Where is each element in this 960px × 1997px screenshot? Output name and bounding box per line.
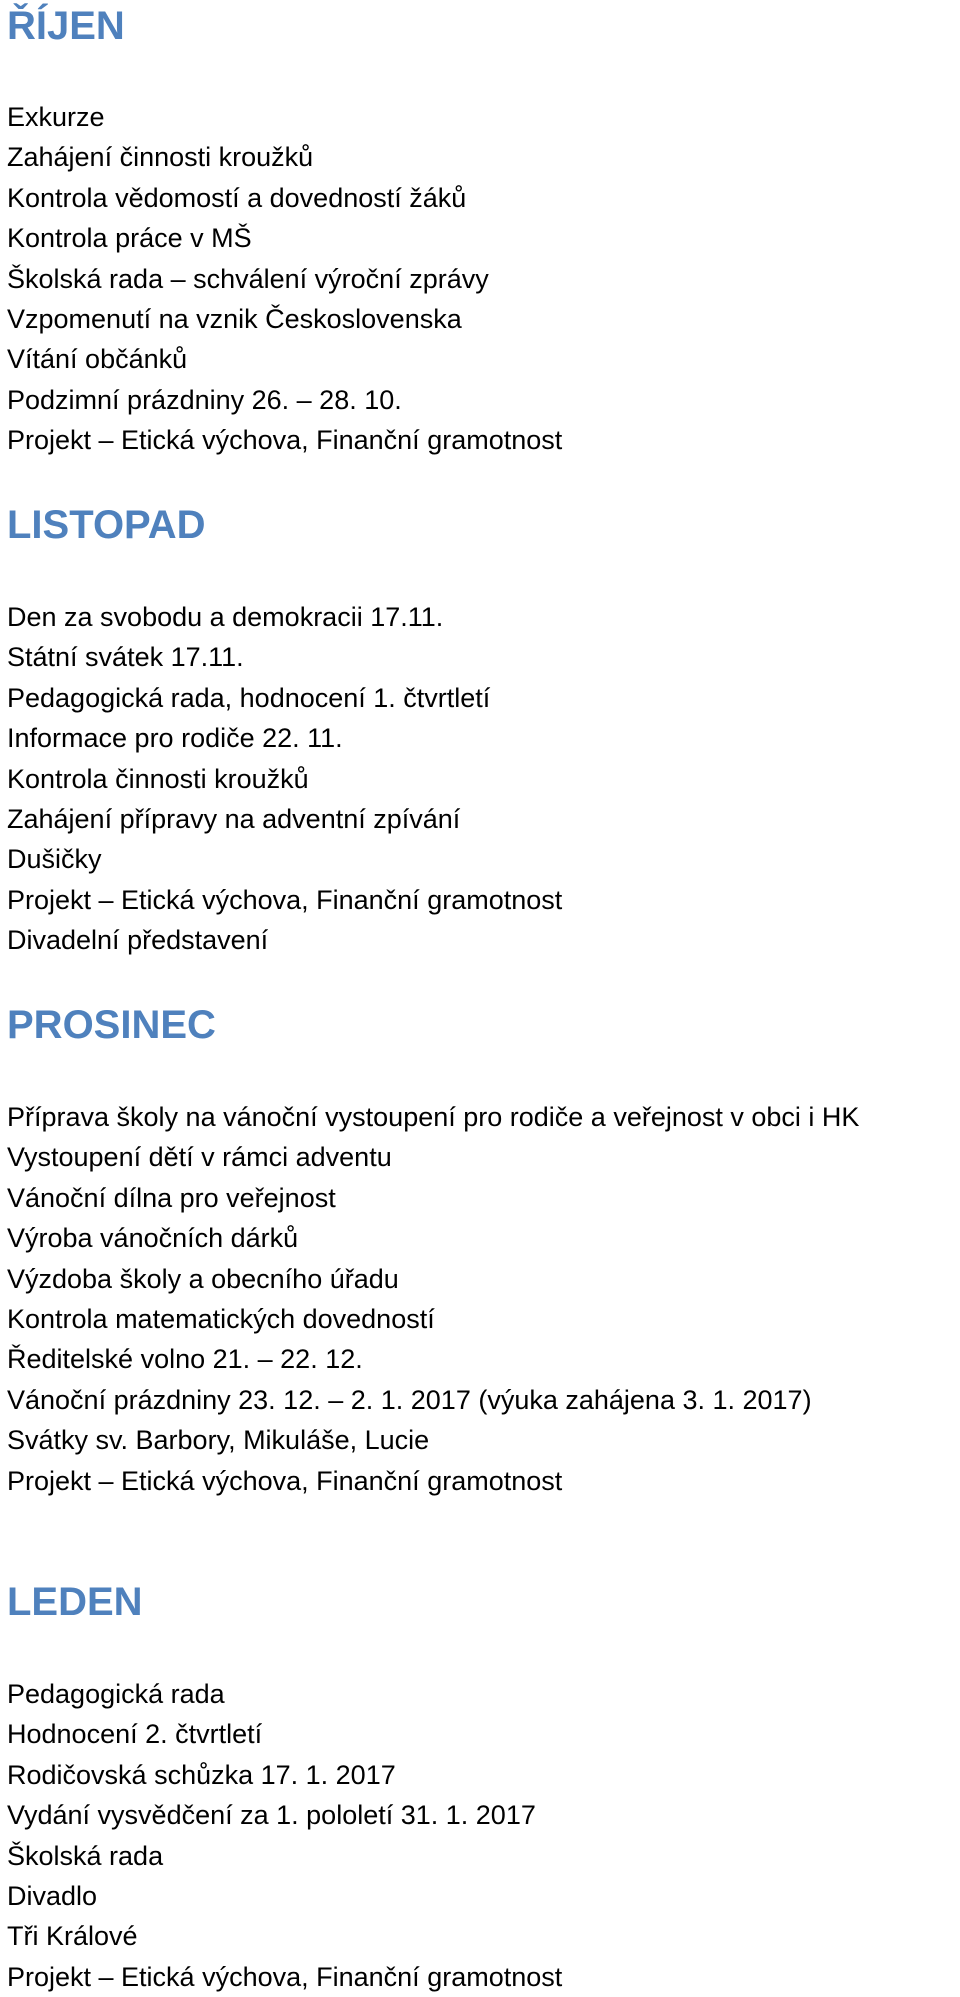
list-item: Podzimní prázdniny 26. – 28. 10. — [7, 384, 402, 415]
list-item: Státní svátek 17.11. — [7, 642, 244, 673]
month-section-listopad — [7, 501, 957, 961]
list-item: Školská rada — [7, 1840, 164, 1871]
list-item: Kontrola činnosti kroužků — [7, 763, 309, 794]
event-list — [7, 1674, 957, 1997]
event-list — [7, 97, 957, 461]
list-item: Informace pro rodiče 22. 11. — [7, 723, 343, 754]
list-item: Pedagogická rada — [7, 1679, 225, 1709]
event-list — [7, 1097, 957, 1501]
list-item: Divadelní představení — [7, 925, 269, 956]
list-item: Výzdoba školy a obecního úřadu — [7, 1263, 399, 1294]
list-item: Příprava školy na vánoční vystoupení pro rodiče a veřejnost v obci i HK — [7, 1102, 860, 1132]
list-item: Kontrola matematických dovedností — [7, 1303, 435, 1334]
list-item: Ředitelské volno 21. – 22. 12. — [7, 1344, 363, 1375]
list-item: Projekt – Etická výchova, Finanční gramotnost — [7, 884, 563, 915]
list-item: Svátky sv. Barbory, Mikuláše, Lucie — [7, 1425, 430, 1456]
list-item: Divadlo — [7, 1880, 98, 1911]
list-item: Vzpomenutí na vznik Československa — [7, 303, 462, 334]
month-section-prosinec — [7, 1001, 957, 1501]
list-item: Vítání občánků — [7, 344, 188, 375]
month-section-leden — [7, 1578, 957, 1997]
list-item: Školská rada – schválení výroční zprávy — [7, 263, 489, 294]
list-item: Zahájení přípravy na adventní zpívání — [7, 803, 461, 834]
list-item: Kontrola vědomostí a dovedností žáků — [7, 182, 467, 213]
list-item: Projekt – Etická výchova, Finanční gramotnost — [7, 425, 563, 456]
list-item: Den za svobodu a demokracii 17.11. — [7, 602, 444, 632]
month-heading: ŘÍJEN — [7, 4, 125, 48]
list-item: Vánoční prázdniny 23. 12. – 2. 1. 2017 (výuka zahájena 3. 1. 2017) — [7, 1384, 812, 1415]
list-item: Výroba vánočních dárků — [7, 1223, 299, 1254]
list-item: Hodnocení 2. čtvrtletí — [7, 1719, 263, 1750]
list-item: Pedagogická rada, hodnocení 1. čtvrtletí — [7, 682, 491, 713]
list-item: Vystoupení dětí v rámci adventu — [7, 1142, 392, 1173]
list-item: Projekt – Etická výchova, Finanční gramotnost — [7, 1961, 563, 1992]
month-heading: LEDEN — [7, 1580, 143, 1624]
list-item: Vánoční dílna pro veřejnost — [7, 1182, 336, 1213]
month-heading: PROSINEC — [7, 1003, 216, 1047]
month-section-rijen — [7, 2, 957, 461]
list-item: Rodičovská schůzka 17. 1. 2017 — [7, 1759, 396, 1790]
list-item: Dušičky — [7, 844, 102, 875]
list-item: Projekt – Etická výchova, Finanční gramotnost — [7, 1465, 563, 1496]
month-heading: LISTOPAD — [7, 503, 206, 547]
list-item: Vydání vysvědčení za 1. pololetí 31. 1. 2017 — [7, 1800, 536, 1831]
event-list — [7, 597, 957, 961]
list-item: Zahájení činnosti kroužků — [7, 142, 314, 173]
list-item: Kontrola práce v MŠ — [7, 223, 252, 254]
list-item: Exkurze — [7, 102, 105, 132]
list-item: Tři Králové — [7, 1921, 138, 1952]
